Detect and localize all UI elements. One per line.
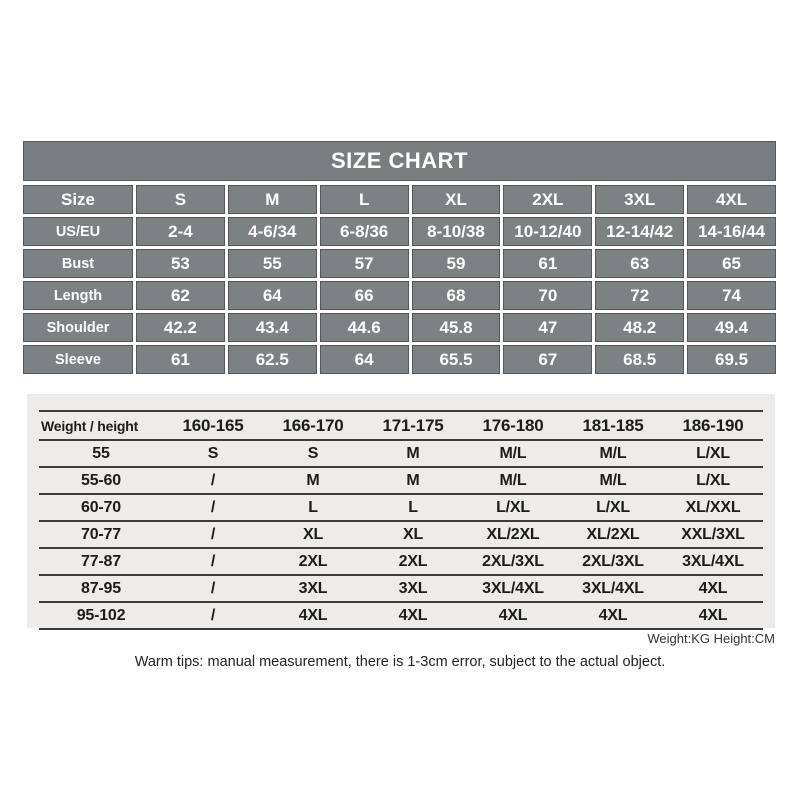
weight-row-label: 95-102: [76, 606, 126, 624]
weight-cell: S: [307, 444, 319, 462]
weight-row-label: 70-77: [81, 525, 121, 543]
size-cell: 55: [228, 249, 317, 278]
weight-row: [39, 495, 763, 522]
size-cell: 49.4: [687, 313, 776, 342]
weight-header-cell: 181-185: [582, 415, 644, 435]
size-header-cell: 3XL: [595, 185, 684, 214]
weight-row: [39, 468, 763, 495]
size-cell: 48.2: [595, 313, 684, 342]
units-note: Weight:KG Height:CM: [647, 631, 775, 646]
weight-cell: L/XL: [696, 471, 730, 489]
weight-cell: 4XL: [298, 606, 328, 624]
weight-row-label: 55: [92, 444, 110, 462]
size-cell: 61: [136, 345, 225, 374]
weight-cell: 4XL: [698, 606, 728, 624]
size-header-cell: 4XL: [687, 185, 776, 214]
size-row-label: US/EU: [23, 217, 133, 246]
weight-cell: L: [408, 498, 418, 516]
weight-cell: S: [207, 444, 219, 462]
weight-cell: 3XL/4XL: [482, 579, 544, 597]
weight-cell: /: [210, 525, 216, 543]
size-corner-cell: Size: [23, 185, 133, 214]
weight-cell: M/L: [499, 444, 527, 462]
size-cell: 70: [503, 281, 592, 310]
size-cell: 2-4: [136, 217, 225, 246]
size-cell: 65: [687, 249, 776, 278]
weight-header-cell: 176-180: [482, 415, 544, 435]
size-table-grid: [23, 185, 776, 374]
size-table: [23, 141, 776, 374]
weight-cell: XXL/3XL: [681, 525, 745, 543]
weight-cell: M: [406, 471, 420, 489]
size-row-label: Length: [23, 281, 133, 310]
size-cell: 53: [136, 249, 225, 278]
size-cell: 47: [503, 313, 592, 342]
weight-cell: /: [210, 471, 216, 489]
weight-cell: 3XL/4XL: [682, 552, 744, 570]
size-cell: 57: [320, 249, 409, 278]
weight-cell: /: [210, 552, 216, 570]
weight-cell: 2XL/3XL: [482, 552, 544, 570]
weight-cell: M/L: [499, 471, 527, 489]
weight-cell: M/L: [599, 471, 627, 489]
size-header-cell: S: [136, 185, 225, 214]
size-cell: 6-8/36: [320, 217, 409, 246]
weight-header-row: [39, 410, 763, 441]
weight-cell: XL/XXL: [685, 498, 741, 516]
size-header-cell: L: [320, 185, 409, 214]
weight-header-cell: 160-165: [182, 415, 244, 435]
weight-cell: /: [210, 579, 216, 597]
size-cell: 4-6/34: [228, 217, 317, 246]
weight-height-panel: [27, 394, 775, 628]
weight-cell: 3XL/4XL: [582, 579, 644, 597]
weight-cell: 4XL: [398, 606, 428, 624]
warm-tips: Warm tips: manual measurement, there is 1-3cm error, subject to the actual object.: [134, 654, 666, 670]
size-cell: 61: [503, 249, 592, 278]
weight-cell: 2XL: [398, 552, 428, 570]
size-cell: 68: [412, 281, 501, 310]
weight-row-label: 87-95: [81, 579, 121, 597]
weight-cell: 4XL: [598, 606, 628, 624]
weight-row: [39, 576, 763, 603]
size-cell: 44.6: [320, 313, 409, 342]
weight-cell: XL/2XL: [586, 525, 640, 543]
size-row-label: Bust: [23, 249, 133, 278]
weight-header-cell: 171-175: [382, 415, 444, 435]
size-header-cell: XL: [412, 185, 501, 214]
size-cell: 14-16/44: [687, 217, 776, 246]
size-cell: 64: [320, 345, 409, 374]
size-cell: 62: [136, 281, 225, 310]
size-cell: 42.2: [136, 313, 225, 342]
weight-cell: 2XL: [298, 552, 328, 570]
weight-cell: L/XL: [496, 498, 530, 516]
weight-row-label: 77-87: [81, 552, 121, 570]
weight-cell: L/XL: [596, 498, 630, 516]
size-cell: 64: [228, 281, 317, 310]
size-cell: 59: [412, 249, 501, 278]
size-chart-banner: [23, 141, 776, 181]
weight-row: [39, 522, 763, 549]
size-cell: 68.5: [595, 345, 684, 374]
size-cell: 67: [503, 345, 592, 374]
weight-cell: 2XL/3XL: [582, 552, 644, 570]
weight-row-label: 60-70: [81, 498, 121, 516]
size-cell: 66: [320, 281, 409, 310]
weight-corner-cell: Weight / height: [41, 417, 139, 434]
size-row-label: Sleeve: [23, 345, 133, 374]
size-cell: 12-14/42: [595, 217, 684, 246]
weight-row: [39, 549, 763, 576]
weight-cell: XL: [302, 525, 324, 543]
weight-cell: /: [210, 606, 216, 624]
weight-cell: M: [306, 471, 320, 489]
weight-height-table: [39, 410, 763, 630]
weight-cell: XL: [402, 525, 424, 543]
weight-cell: M: [406, 444, 420, 462]
size-cell: 10-12/40: [503, 217, 592, 246]
size-cell: 62.5: [228, 345, 317, 374]
weight-cell: L/XL: [696, 444, 730, 462]
size-cell: 69.5: [687, 345, 776, 374]
size-cell: 8-10/38: [412, 217, 501, 246]
weight-cell: /: [210, 498, 216, 516]
weight-header-cell: 186-190: [682, 415, 744, 435]
size-cell: 43.4: [228, 313, 317, 342]
size-row-label: Shoulder: [23, 313, 133, 342]
weight-cell: 3XL: [298, 579, 328, 597]
weight-cell: L: [308, 498, 318, 516]
size-header-cell: 2XL: [503, 185, 592, 214]
weight-cell: XL/2XL: [486, 525, 540, 543]
size-header-cell: M: [228, 185, 317, 214]
weight-row: [39, 603, 763, 630]
size-cell: 63: [595, 249, 684, 278]
weight-cell: 3XL: [398, 579, 428, 597]
size-cell: 45.8: [412, 313, 501, 342]
weight-cell: M/L: [599, 444, 627, 462]
weight-header-cell: 166-170: [282, 415, 344, 435]
weight-row: [39, 441, 763, 468]
size-chart-title: SIZE CHART: [331, 148, 468, 173]
size-cell: 72: [595, 281, 684, 310]
weight-row-label: 55-60: [81, 471, 121, 489]
size-cell: 74: [687, 281, 776, 310]
weight-cell: 4XL: [698, 579, 728, 597]
weight-cell: 4XL: [498, 606, 528, 624]
size-cell: 65.5: [412, 345, 501, 374]
